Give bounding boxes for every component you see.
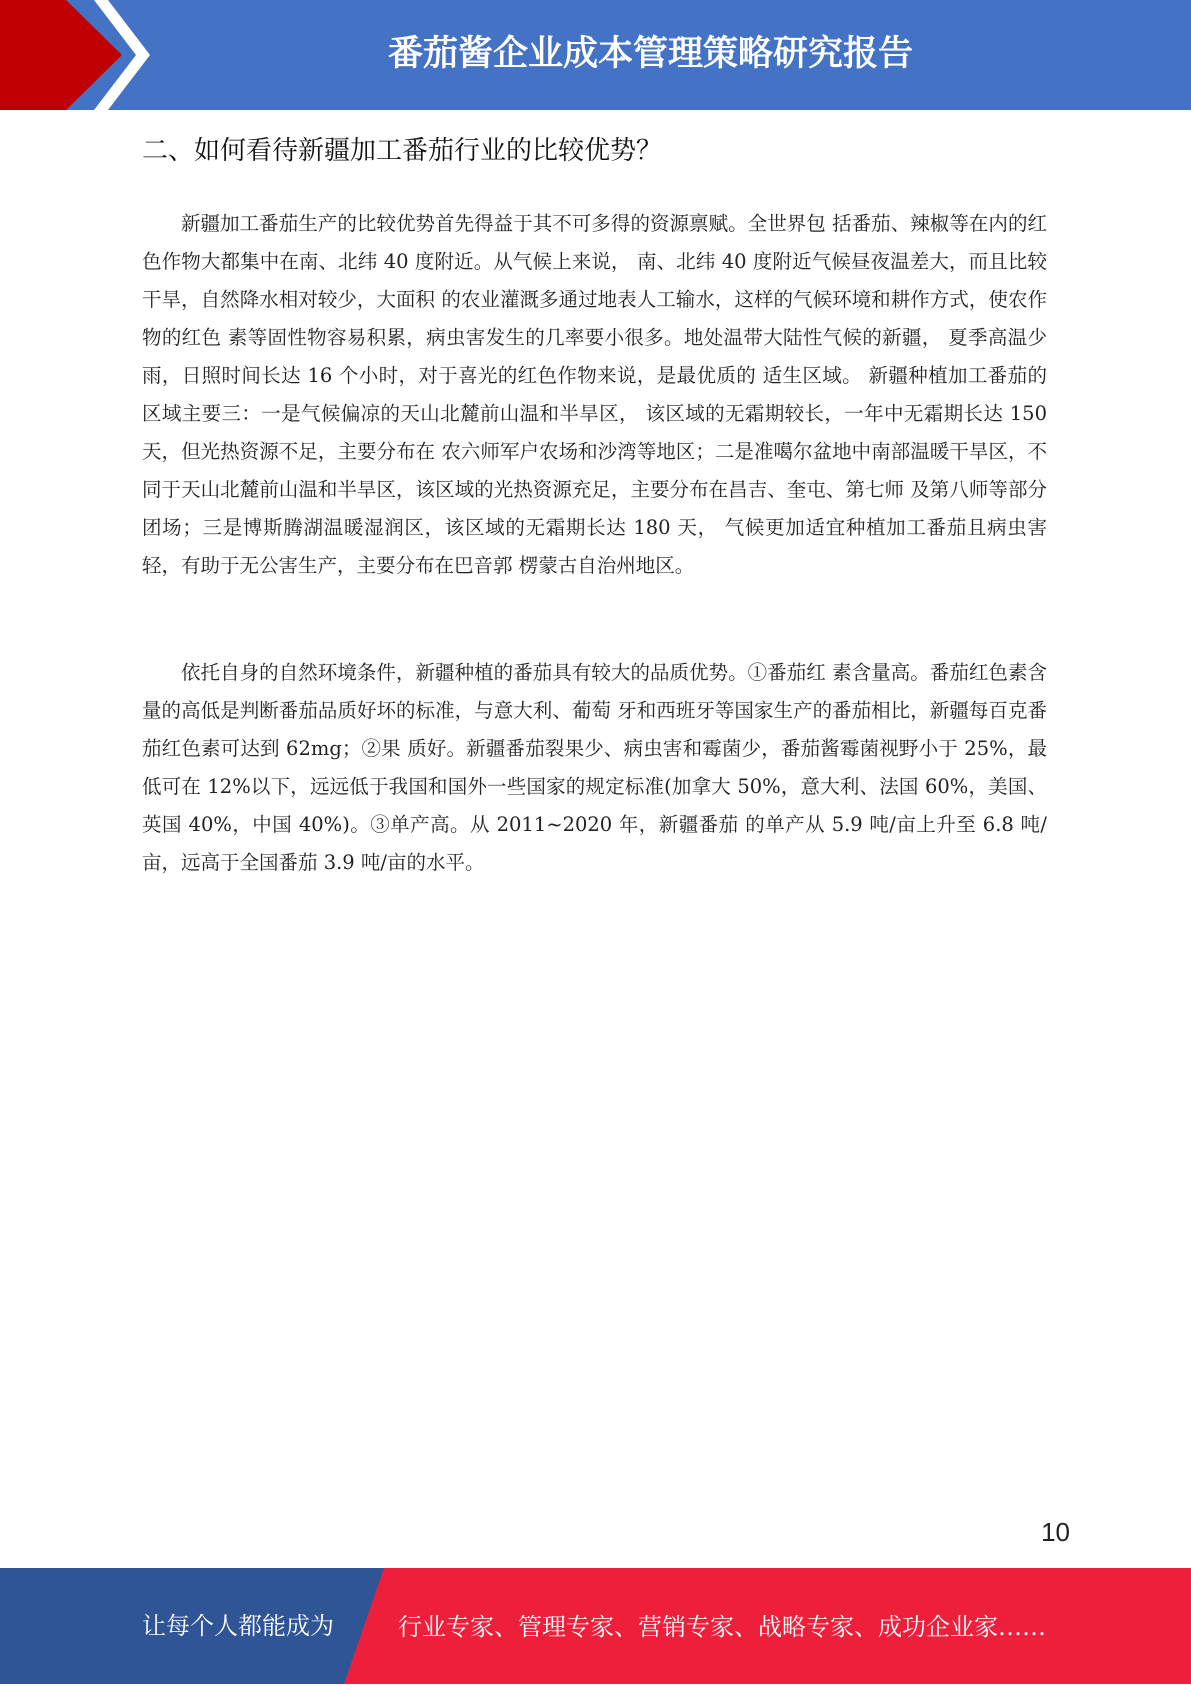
body-paragraph-2: 依托自身的自然环境条件，新疆种植的番茄具有较大的品质优势。①番茄红 素含量高。番茄红色素含量的高低是判断番茄品质好坏的标准，与意大利、葡萄 牙和西班牙等国家生产的番茄相比，新疆每百克番茄红色素可达到 62mg；②果 质好。新疆番茄裂果少、病虫害和霉菌少，番茄酱霉菌视野小于 25%，最低可在 12%以下，远远低于我国和国外一些国家的规定标准(加拿大 50%，意大利、法国 60%，美国、英国 40%，中国 40%)。③单产高。从 2011~2020 年，新疆番茄 的单产从 5.9 吨/亩上升至 6.8 吨/亩，远高于全国番茄 3.9 吨/亩的水平。 [142,661,1047,874]
page-number: 10 [1041,1517,1070,1547]
report-title: 番茄酱企业成本管理策略研究报告 [387,34,913,74]
section-heading: 二、如何看待新疆加工番茄行业的比较优势？ [142,136,663,166]
page-footer [0,1568,1191,1684]
footer-slogan-left: 让每个人都能成为 [142,1612,334,1640]
body-paragraph-1: 新疆加工番茄生产的比较优势首先得益于其不可多得的资源禀赋。全世界包 括番茄、辣椒等在内的红色作物大都集中在南、北纬 40 度附近。从气候上来说， 南、北纬 40 度附近气候昼夜温差大，而且比较干旱，自然降水相对较少，大面积 的农业灌溉多通过地表人工输水，这样的气候环境和耕作方式，使农作物的红色 素等固性物容易积累，病虫害发生的几率要小很多。地处温带大陆性气候的新疆， 夏季高温少雨，日照时间长达 16 个小时，对于喜光的红色作物来说，是最优质的 适生区域。 新疆种植加工番茄的区域主要三：一是气候偏凉的天山北麓前山温和半旱区， 该区域的无霜期较长，一年中无霜期长达 150 天，但光热资源不足，主要分布在 农六师军户农场和沙湾等地区；二是准噶尔盆地中南部温暖干旱区，不同于天山北麓前山温和半旱区，该区域的光热资源充足，主要分布在昌吉、奎屯、第七师 及第八师等部分团场；三是博斯腾湖温暖湿润区，该区域的无霜期长达 180 天， 气候更加适宜种植加工番茄且病虫害轻，有助于无公害生产，主要分布在巴音郭 楞蒙古自治州地区。 [142,212,1047,577]
footer-slogan-right: 行业专家、管理专家、营销专家、战略专家、成功企业家…… [398,1613,1046,1641]
page-header [0,0,1191,110]
